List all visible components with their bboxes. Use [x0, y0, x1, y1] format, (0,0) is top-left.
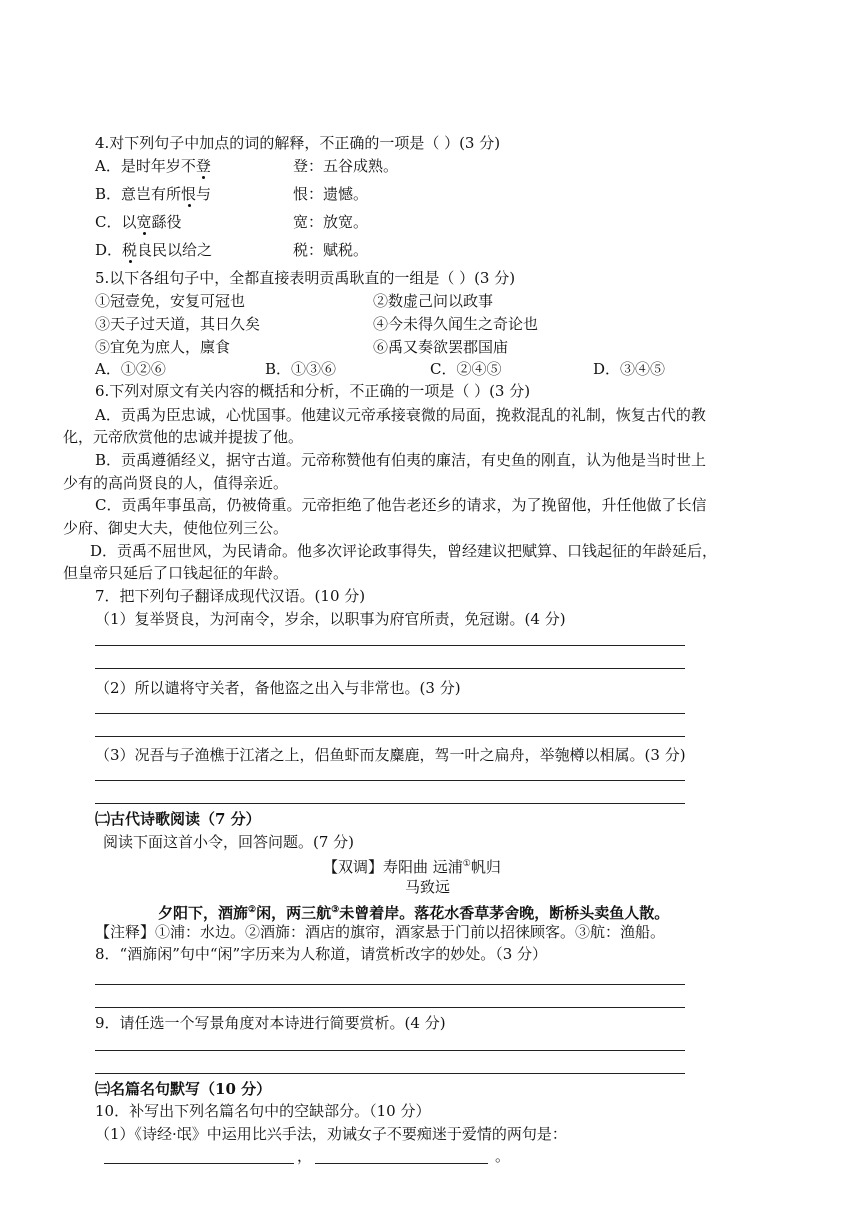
answer-line[interactable]	[95, 984, 685, 985]
dotted-word: 税	[122, 241, 138, 259]
q5-choice-d: D．③④⑤	[593, 360, 666, 378]
answer-line[interactable]	[95, 803, 685, 804]
q5-item-3: ③天子过天道，其日久矣	[95, 315, 261, 333]
poem-body: 夕阳下，酒旆②闲，两三航③未曾着岸。落花水香草茅舍晚，断桥头卖鱼人散。	[158, 904, 670, 922]
q4-option-c: C．以宽繇役	[95, 213, 182, 231]
q5-choice-c: C．②④⑤	[430, 360, 502, 378]
section-title-poetry: ㈡古代诗歌阅读（7 分）	[95, 810, 261, 828]
blank-period: 。	[495, 1147, 511, 1165]
dotted-word: 宽	[136, 213, 152, 231]
q5-item-1: ①冠壹免，安复可冠也	[95, 292, 246, 310]
q6-a-line2: 化，元帝欣赏他的忠诚并提拔了他。	[63, 428, 304, 446]
poetry-intro: 阅读下面这首小令，回答问题。(7 分)	[103, 833, 355, 851]
q7-sentence-3: （3）况吾与子渔樵于江渚之上，侣鱼虾而友麋鹿，驾一叶之扁舟，举匏樽以相属。(3 分)	[95, 746, 686, 764]
q4-stem: 4.对下列句子中加点的词的解释，不正确的一项是（ ）(3 分)	[95, 134, 501, 152]
q10-item-1: （1）《诗经·氓》中运用比兴手法，劝诫女子不要痴迷于爱情的两句是：	[95, 1125, 567, 1143]
poem-title: 【双调】寿阳曲 远浦①帆归	[323, 858, 501, 876]
q4-gloss-a: 登：五谷成熟。	[293, 157, 399, 175]
q7-sentence-2: （2）所以谴将守关者，备他盗之出入与非常也。(3 分)	[95, 679, 461, 697]
answer-line[interactable]	[95, 1073, 685, 1074]
answer-line[interactable]	[95, 1007, 685, 1008]
answer-line[interactable]	[95, 780, 685, 781]
answer-line[interactable]	[95, 668, 685, 669]
q6-stem: 6.下列对原文有关内容的概括和分析，不正确的一项是（ ）(3 分)	[95, 382, 531, 400]
q6-b-line2: 少有的高尚贤良的人，值得亲近。	[63, 474, 289, 492]
q6-a-line1: A．贡禹为臣忠诚，心忧国事。他建议元帝承接衰微的局面，挽救混乱的礼制，恢复古代的教	[95, 406, 706, 424]
q8-stem: 8．“酒旆闲”句中“闲”字历来为人称道，请赏析改字的妙处。（3 分）	[95, 945, 548, 963]
answer-line[interactable]	[95, 645, 685, 646]
answer-line[interactable]	[95, 1050, 685, 1051]
answer-line[interactable]	[95, 736, 685, 737]
section-title-recitation: ㈢名篇名句默写（10 分）	[95, 1080, 272, 1098]
q4-gloss-d: 税：赋税。	[293, 241, 369, 259]
blank-comma: ，	[297, 1147, 313, 1165]
poem-notes: 【注释】①浦：水边。②酒旆：酒店的旗帘，酒家悬于门前以招徕顾客。③航：渔船。	[95, 923, 666, 941]
fill-blank-1[interactable]	[104, 1163, 294, 1164]
q5-item-6: ⑥禹又奏欲罢郡国庙	[373, 338, 509, 356]
q5-stem: 5.以下各组句子中，全都直接表明贡禹耿直的一组是（ ）(3 分)	[95, 269, 516, 287]
q10-stem: 10．补写出下列名篇名句中的空缺部分。（10 分）	[95, 1102, 431, 1120]
poem-author: 马致远	[405, 878, 451, 896]
q5-item-4: ④今未得久闻生之奇论也	[373, 315, 539, 333]
q5-choice-a: A．①②⑥	[95, 360, 166, 378]
answer-line[interactable]	[95, 713, 685, 714]
q4-option-a: A．是时年岁不登	[95, 157, 211, 175]
q6-c-line2: 少府、御史大夫，使他位列三公。	[63, 519, 289, 537]
dotted-word: 登	[195, 157, 211, 175]
q9-stem: 9．请任选一个写景角度对本诗进行简要赏析。(4 分)	[95, 1014, 446, 1032]
q7-stem: 7．把下列句子翻译成现代汉语。(10 分)	[95, 587, 366, 605]
q5-choice-b: B．①③⑥	[265, 360, 337, 378]
q5-item-5: ⑤宜免为庶人，廪食	[95, 338, 231, 356]
q6-b-line1: B．贡禹遵循经义，据守古道。元帝称赞他有伯夷的廉洁，有史鱼的刚直，认为他是当时世上	[95, 451, 707, 469]
q6-c-line1: C．贡禹年事虽高，仍被倚重。元帝拒绝了他告老还乡的请求，为了挽留他，升任他做了长信	[95, 496, 707, 514]
q4-option-d: D．税良民以给之	[95, 241, 213, 259]
q6-d-line1: D．贡禹不屈世风，为民请命。他多次评论政事得失，曾经建议把赋算、口钱起征的年龄延后，	[90, 542, 718, 560]
q4-option-b: B．意岂有所恨与	[95, 185, 212, 203]
fill-blank-2[interactable]	[315, 1163, 488, 1164]
q4-gloss-b: 恨：遗憾。	[293, 185, 369, 203]
dotted-word: 恨	[181, 185, 197, 203]
q6-d-line2: 但皇帝只延后了口钱起征的年龄。	[63, 564, 289, 582]
q7-sentence-1: （1）复举贤良，为河南令，岁余，以职事为府官所责，免冠谢。(4 分)	[95, 610, 566, 628]
q5-item-2: ②数虚己问以政事	[373, 292, 494, 310]
q4-gloss-c: 宽：放宽。	[293, 213, 369, 231]
